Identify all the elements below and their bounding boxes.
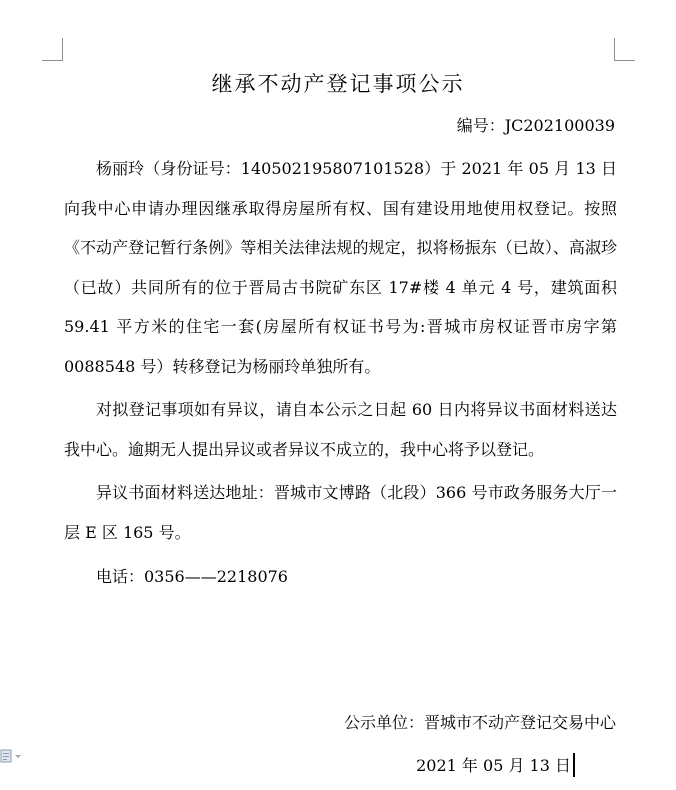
signature-date: 2021 年 05 月 13 日 (416, 756, 571, 775)
paragraph-notice: 杨丽玲（身份证号：140502195807101528）于 2021 年 05 月 13 日向我中心申请办理因继承取得房屋所有权、国有建设用地使用权登记。按照《不动产登记暂行条例》等相关法律法规的规定，拟将杨振东（已故）、高淑珍（已故）共同所有的位于晋局古书院矿东区 17#楼 4 单元 4 号，建筑面积 59.41 平方米的住宅一套(房屋所有权证书号为:晋城市房权证晋市房字第 0088548 号）转移登记为杨丽玲单独所有。 (64, 159, 617, 376)
paragraph-objection: 对拟登记事项如有异议，请自本公示之日起 60 日内将异议书面材料送达我中心。逾期无人提出异议或者异议不成立的，我中心将予以登记。 (64, 400, 617, 459)
document-title: 继承不动产登记事项公示 (211, 72, 465, 96)
paragraph-phone: 电话：0356——2218076 (96, 567, 288, 586)
crop-mark-top-right (614, 38, 635, 61)
paste-options-icon[interactable] (0, 748, 26, 764)
signature-unit: 公示单位：晋城市不动产登记交易中心 (343, 713, 616, 732)
document-body (64, 149, 617, 597)
paragraph-address: 异议书面材料送达地址：晋城市文博路（北段）366 号市政务服务大厅一层 E 区 165 号。 (64, 483, 617, 542)
document-number: 编号：JC202100039 (456, 116, 615, 135)
crop-mark-top-left (42, 38, 63, 61)
text-cursor (573, 753, 575, 777)
